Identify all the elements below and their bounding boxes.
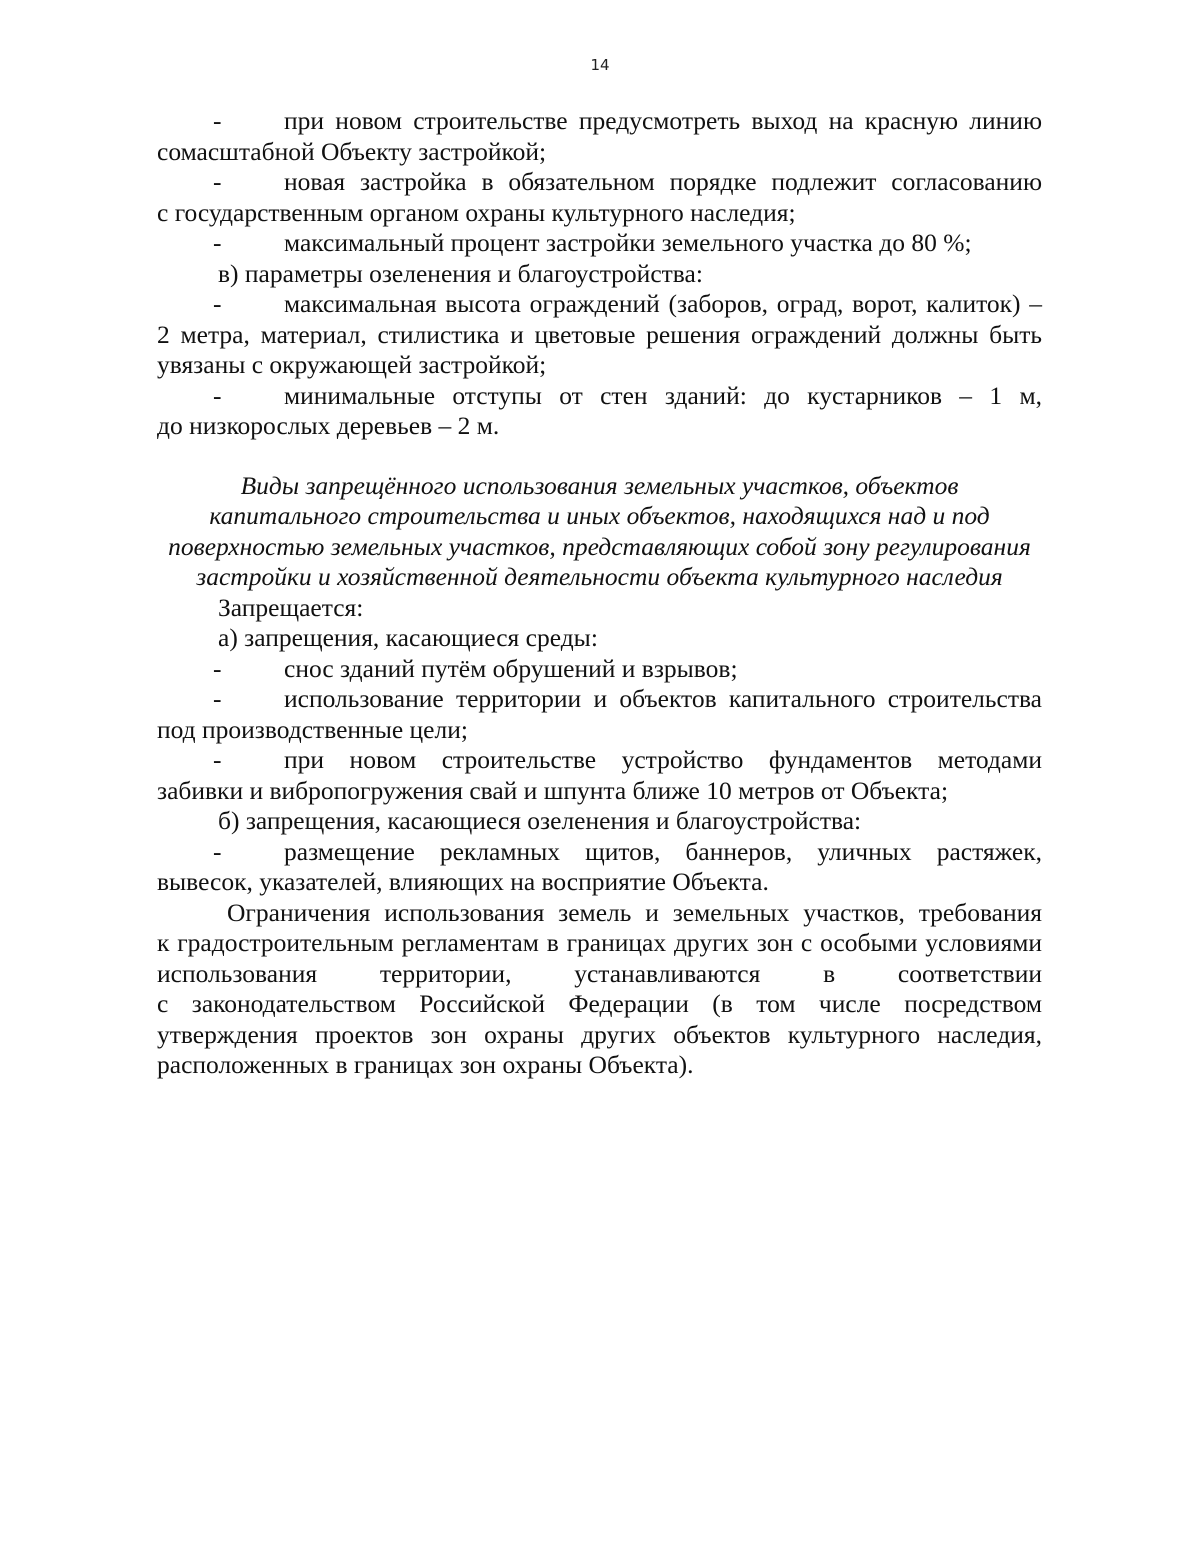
bullet-line: максимальный процент застройки земельного участка до 80 %;: [284, 228, 972, 257]
paragraph-line: к градостроительным регламентам в границах других зон с особыми условиями: [157, 928, 1042, 957]
bullet-line: под производственные цели;: [157, 714, 468, 744]
paragraph-line: с законодательством Российской Федерации (в том числе посредством: [157, 989, 1042, 1018]
page-number: 14: [590, 56, 610, 74]
bullet-line: забивки и вибропогружения свай и шпунта ближе 10 метров от Объекта;: [157, 775, 949, 805]
bullet-line: при новом строительстве предусмотреть выход на красную линию: [284, 106, 1042, 135]
bullet-min-setbacks: [157, 381, 1042, 442]
bullet-dash: -: [213, 745, 222, 774]
section-heading: [157, 471, 1042, 593]
bullet-new-construction-red-line: [157, 106, 1042, 167]
bullet-dash: -: [213, 228, 222, 257]
closing-paragraph: [157, 898, 1042, 1081]
spacer: [157, 442, 1042, 471]
bullet-line: с государственным органом охраны культурного наследия;: [157, 197, 796, 227]
bullet-line: увязаны с окружающей застройкой;: [157, 350, 547, 379]
bullet-line: вывесок, указателей, влияющих на восприятие Объекта.: [157, 867, 769, 896]
bullet-approval-requirement: [157, 167, 1042, 228]
paragraph-line: использования территории, устанавливаются в соответствии: [157, 958, 1042, 988]
heading-line: Виды запрещённого использования земельных участков, объектов: [240, 470, 959, 500]
bullet-dash: -: [213, 106, 222, 135]
paragraph-line: расположенных в границах зон охраны Объекта).: [157, 1050, 694, 1079]
heading-line: капитального строительства и иных объектов, находящихся над и под: [209, 501, 990, 530]
bullet-pile-driving: [157, 745, 1042, 806]
bullet-max-building-percent: [157, 228, 1042, 259]
bullet-fence-height: [157, 289, 1042, 381]
bullet-dash: -: [213, 653, 222, 683]
bullet-line: минимальные отступы от стен зданий: до кустарников – 1 м,: [284, 380, 1042, 410]
heading-line: застройки и хозяйственной деятельности объекта культурного наследия: [196, 562, 1003, 591]
paragraph-line: Ограничения использования земель и земельных участков, требования: [227, 897, 1042, 927]
bullet-industrial-use: [157, 684, 1042, 745]
document-body: [157, 106, 1042, 1081]
bullet-line: размещение рекламных щитов, баннеров, уличных растяжек,: [284, 836, 1042, 866]
bullet-dash: -: [213, 289, 222, 318]
bullet-line: новая застройка в обязательном порядке подлежит согласованию: [284, 167, 1042, 196]
bullet-dash: -: [213, 380, 222, 410]
subheading-landscaping-prohibitions: б) запрещения, касающиеся озеленения и благоустройства:: [218, 806, 862, 835]
bullet-dash: -: [213, 167, 222, 196]
bullet-line: до низкорослых деревьев – 2 м.: [157, 411, 500, 440]
paragraph-line: утверждения проектов зон охраны других объектов культурного наследия,: [157, 1019, 1042, 1049]
heading-line: поверхностью земельных участков, представляющих собой зону регулирования: [168, 531, 1031, 561]
bullet-line: сомасштабной Объекту застройкой;: [157, 136, 547, 166]
bullet-line: снос зданий путём обрушений и взрывов;: [284, 653, 738, 683]
bullet-dash: -: [213, 836, 222, 866]
bullet-demolition: [157, 654, 1042, 685]
subheading-landscaping-params: в) параметры озеленения и благоустройства:: [218, 258, 703, 288]
subheading-environment: а) запрещения, касающиеся среды:: [218, 623, 598, 652]
bullet-dash: -: [213, 684, 222, 713]
bullet-line: использование территории и объектов капитального строительства: [284, 684, 1042, 713]
bullet-line: максимальная высота ограждений (заборов, оград, ворот, калиток) –: [284, 289, 1042, 318]
prohibited-intro: Запрещается:: [218, 592, 364, 622]
bullet-line: 2 метра, материал, стилистика и цветовые решения ограждений должны быть: [157, 319, 1042, 349]
bullet-line: при новом строительстве устройство фундаментов методами: [284, 745, 1042, 774]
bullet-advertising: [157, 837, 1042, 898]
